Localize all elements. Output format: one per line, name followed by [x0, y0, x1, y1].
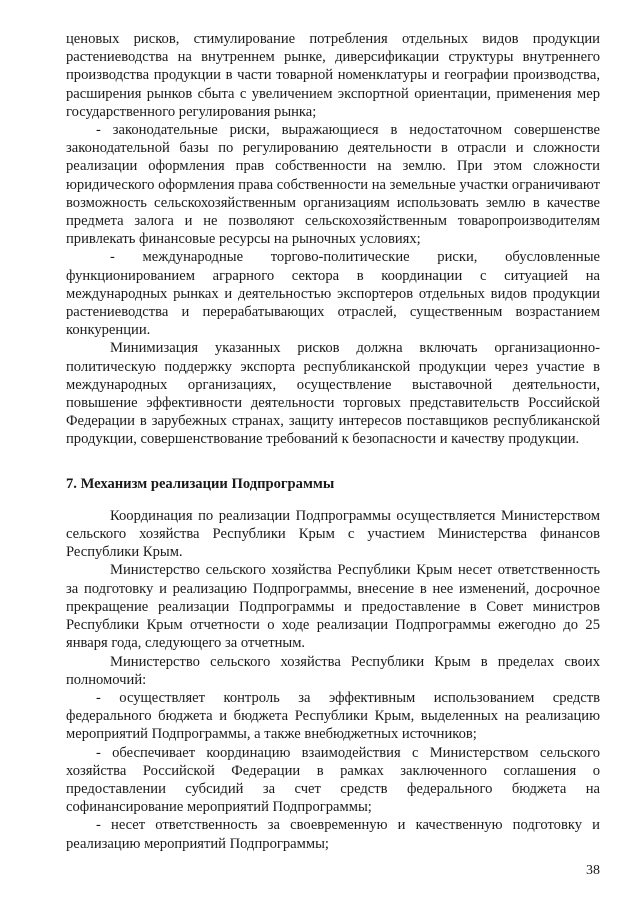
- list-item-responsibility: - несет ответственность за своевременную и качественную подготовку и реализацию мероприятий Подпрограммы;: [66, 817, 600, 852]
- list-item-coordination: - обеспечивает координацию взаимодействия с Министерством сельского хозяйства Российской Федерации в рамках заключенного соглашения о предоставлении субсидий за счет средств федерального бюджета на софинансирование мероприятий Подпрограммы;: [66, 744, 600, 816]
- paragraph-ministry-powers: Министерство сельского хозяйства Республики Крым в пределах своих полномочий:: [66, 653, 600, 688]
- paragraph-legislative-risks: - законодательные риски, выражающиеся в недостаточном совершенстве законодательной базы по регулированию деятельности в отрасли и сложности реализации оформления прав собственности на землю. При этом сложности юридического оформления права собственности на земельные участки ограничивают возможность сельскохозяйственным организациям использовать землю в качестве предмета залога и не позволяют сельскохозяйственным товаропроизводителям привлекать финансовые ресурсы на рыночных условиях;: [66, 122, 600, 248]
- paragraph-coordination: Координация по реализации Подпрограммы осуществляется Министерством сельского хозяйства Республики Крым с участием Министерства финансов Республики Крым.: [66, 507, 600, 561]
- paragraph-ministry-responsibility: Министерство сельского хозяйства Республики Крым несет ответственность за подготовку и реализацию Подпрограммы, внесение в нее изменений, досрочное прекращение реализации Подпрограммы и предоставление в Совет министров Республики Крым отчетности о ходе реализации Подпрограммы ежегодно до 25 января года, следующего за отчетным.: [66, 562, 600, 652]
- page-number: 38: [586, 863, 600, 878]
- list-item-control: - осуществляет контроль за эффективным использованием средств федерального бюджета и бюджета Республики Крым, выделенных на реализацию мероприятий Подпрограммы, а также внебюджетных источников;: [66, 689, 600, 743]
- paragraph-price-risks: ценовых рисков, стимулирование потребления отдельных видов продукции растениеводства на внутреннем рынке, диверсификации структуры внутреннего производства продукции в части товарной номенклатуры и географии производства, расширения рынков сбыта с увеличением экспортной ориентации, применения мер государственного регулирования рынка;: [66, 31, 600, 120]
- paragraph-international-risks: - международные торгово-политические риски, обусловленные функционированием аграрного сектора в координации с ситуацией на международных рынках и деятельностью экспортеров отдельных видов продукции растениеводства и перерабатывающих отраслей, существенным возрастанием конкуренции.: [66, 249, 600, 339]
- section-heading: 7. Механизм реализации Подпрограммы: [66, 475, 335, 492]
- paragraph-risk-minimization: Минимизация указанных рисков должна включать организационно-политическую поддержку экспорта республиканской продукции через участие в международных организациях, осуществление выставочной деятельности, повышение эффективности деятельности торговых представительств Российской Федерации в зарубежных странах, защиту интересов поставщиков республиканской продукции, совершенствование требований к безопасности и качеству продукции.: [66, 340, 600, 448]
